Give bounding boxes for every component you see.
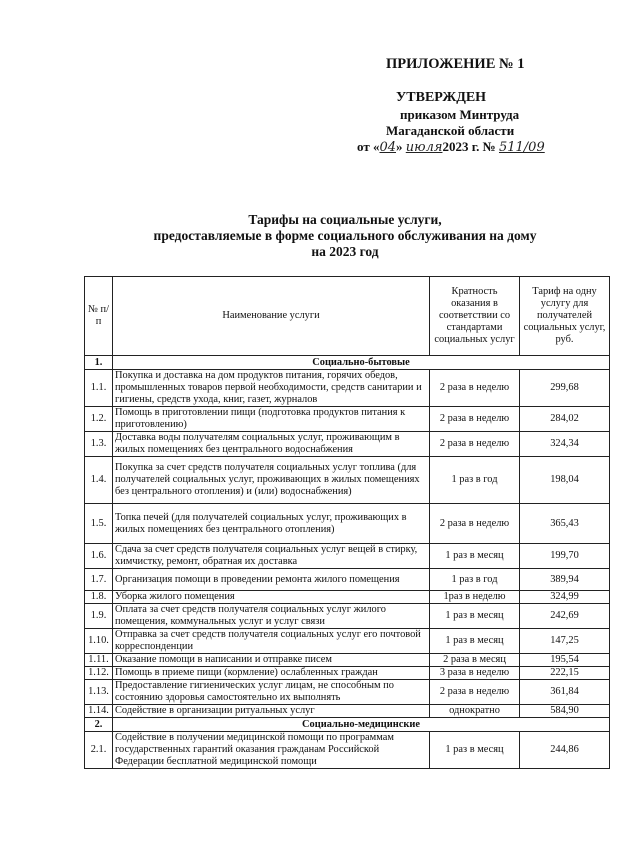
service-name: Покупка и доставка на дом продуктов питания, горячих обедов, промышленных товаров первой необходимости, средств санитарии и гигиены, средств ухода, книг, газет, журналов	[113, 370, 430, 407]
table-row	[85, 705, 610, 718]
approved-label: УТВЕРЖДЕН	[396, 90, 487, 105]
order-number: 511/09	[498, 140, 545, 155]
row-number: 2.1.	[85, 732, 113, 769]
service-tariff: 284,02	[520, 407, 610, 432]
column-header-tariff: Тариф на одну услугу для получателей социальных услуг, руб.	[520, 277, 610, 356]
service-name: Содействие в организации ритуальных услуг	[113, 705, 430, 718]
row-number: 1.6.	[85, 544, 113, 569]
table-row	[85, 591, 610, 604]
service-frequency: 2 раза в неделю	[430, 504, 520, 544]
row-number: 1.2.	[85, 407, 113, 432]
document-title-line-3: на 2023 год	[311, 244, 379, 259]
order-date-line	[357, 139, 545, 155]
table-row	[85, 407, 610, 432]
service-frequency: 2 раза в неделю	[430, 680, 520, 705]
date-month: июля	[405, 140, 443, 155]
column-header-name: Наименование услуги	[113, 277, 430, 356]
service-tariff: 324,34	[520, 432, 610, 457]
service-tariff: 299,68	[520, 370, 610, 407]
row-number: 1.13.	[85, 680, 113, 705]
service-frequency: 2 раза в неделю	[430, 370, 520, 407]
section-number: 2.	[85, 718, 113, 732]
table-row	[85, 667, 610, 680]
service-frequency: 1 раз в месяц	[430, 732, 520, 769]
row-number: 1.11.	[85, 654, 113, 667]
service-frequency: 1 раз в месяц	[430, 544, 520, 569]
table-row	[85, 629, 610, 654]
service-frequency: 3 раза в неделю	[430, 667, 520, 680]
table-header-row	[85, 277, 610, 356]
service-tariff: 242,69	[520, 604, 610, 629]
table-row	[85, 432, 610, 457]
service-name: Оказание помощи в написании и отправке писем	[113, 654, 430, 667]
row-number: 1.1.	[85, 370, 113, 407]
service-frequency: однократно	[430, 705, 520, 718]
row-number: 1.7.	[85, 569, 113, 591]
service-frequency: 1 раз в месяц	[430, 629, 520, 654]
service-name: Оплата за счет средств получателя социальных услуг жилого помещения, коммунальных услуг и услуг связи	[113, 604, 430, 629]
service-name: Топка печей (для получателей социальных услуг, проживающих в жилых помещениях без центрального отопления)	[113, 504, 430, 544]
service-tariff: 222,15	[520, 667, 610, 680]
service-name: Покупка за счет средств получателя социальных услуг топлива (для получателей социальных услуг, проживающих в жилых помещениях без центрального отопления) и (или) водоснабжения)	[113, 457, 430, 504]
service-frequency: 1раз в неделю	[430, 591, 520, 604]
table-row	[85, 604, 610, 629]
service-tariff: 195,54	[520, 654, 610, 667]
row-number: 1.9.	[85, 604, 113, 629]
table-row	[85, 504, 610, 544]
column-header-num: № п/п	[85, 277, 113, 356]
service-name: Уборка жилого помещения	[113, 591, 430, 604]
service-tariff: 199,70	[520, 544, 610, 569]
service-tariff: 361,84	[520, 680, 610, 705]
section-row-social-household	[85, 356, 610, 370]
order-line: приказом Минтруда	[400, 107, 520, 122]
date-day: 04	[379, 140, 397, 155]
table-row	[85, 569, 610, 591]
table-row	[85, 370, 610, 407]
service-name: Сдача за счет средств получателя социальных услуг вещей в стирку, химчистку, ремонт, обратная их доставка	[113, 544, 430, 569]
service-name: Помощь в приеме пищи (кормление) ослабленных граждан	[113, 667, 430, 680]
service-name: Помощь в приготовлении пищи (подготовка продуктов питания к приготовлению)	[113, 407, 430, 432]
service-frequency: 1 раз в месяц	[430, 604, 520, 629]
appendix-label: ПРИЛОЖЕНИЕ № 1	[386, 56, 525, 72]
column-header-frequency: Кратность оказания в соответствии со стандартами социальных услуг	[430, 277, 520, 356]
region-line: Магаданской области	[386, 123, 515, 138]
row-number: 1.5.	[85, 504, 113, 544]
service-frequency: 1 раз в год	[430, 569, 520, 591]
row-number: 1.12.	[85, 667, 113, 680]
service-name: Доставка воды получателям социальных услуг, проживающим в жилых помещениях без центрального водоснабжения	[113, 432, 430, 457]
section-title: Социально-бытовые	[113, 356, 610, 370]
service-tariff: 365,43	[520, 504, 610, 544]
row-number: 1.10.	[85, 629, 113, 654]
row-number: 1.8.	[85, 591, 113, 604]
service-name: Содействие в получении медицинской помощи по программам государственных гарантий оказания гражданам Российской Федерации бесплатной медицинской помощи	[113, 732, 430, 769]
section-title: Социально-медицинские	[113, 718, 610, 732]
row-number: 1.4.	[85, 457, 113, 504]
row-number: 1.14.	[85, 705, 113, 718]
service-name: Отправка за счет средств получателя социальных услуг его почтовой корреспонденции	[113, 629, 430, 654]
service-name: Предоставление гигиенических услуг лицам, не способным по состоянию здоровья самостоятельно их выполнять	[113, 680, 430, 705]
service-tariff: 584,90	[520, 705, 610, 718]
section-row-social-medical	[85, 718, 610, 732]
row-number: 1.3.	[85, 432, 113, 457]
date-prefix: от «	[357, 139, 380, 154]
table-row	[85, 654, 610, 667]
date-year: 2023 г. №	[442, 139, 496, 154]
service-tariff: 198,04	[520, 457, 610, 504]
table-row	[85, 680, 610, 705]
tariffs-table	[84, 276, 610, 769]
date-mid: »	[396, 139, 403, 154]
table-row	[85, 457, 610, 504]
document-title-line-1: Тарифы на социальные услуги,	[248, 212, 442, 227]
service-tariff: 324,99	[520, 591, 610, 604]
service-frequency: 2 раза в месяц	[430, 654, 520, 667]
service-tariff: 147,25	[520, 629, 610, 654]
section-number: 1.	[85, 356, 113, 370]
service-frequency: 2 раза в неделю	[430, 432, 520, 457]
table-row	[85, 732, 610, 769]
table-row	[85, 544, 610, 569]
service-name: Организация помощи в проведении ремонта жилого помещения	[113, 569, 430, 591]
service-frequency: 2 раза в неделю	[430, 407, 520, 432]
service-tariff: 244,86	[520, 732, 610, 769]
document-title-line-2: предоставляемые в форме социального обслуживания на дому	[153, 228, 537, 243]
service-frequency: 1 раз в год	[430, 457, 520, 504]
service-tariff: 389,94	[520, 569, 610, 591]
